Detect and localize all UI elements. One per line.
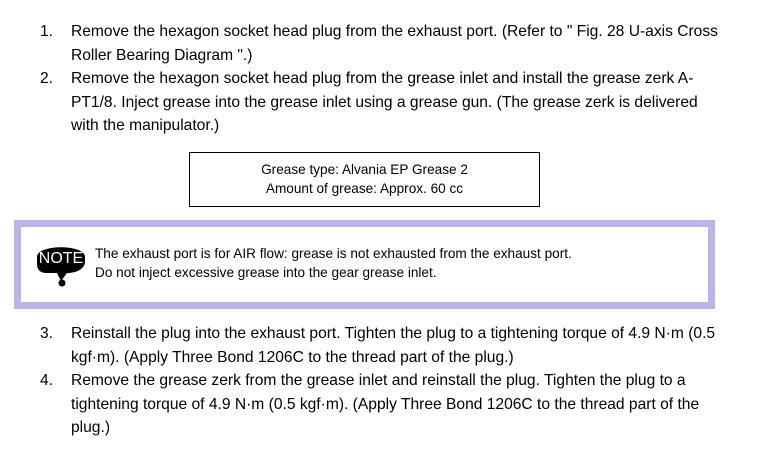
step-number: 3.: [40, 325, 54, 342]
note-callout: [14, 220, 715, 309]
note-badge-label: NOTE: [38, 250, 84, 267]
procedure-step-3: [0, 322, 761, 369]
step-text: Remove the hexagon socket head plug from the grease inlet and install the grease zerk A-PT1/8. Inject grease into the grease inlet using a grease gun. (The grease zerk is delivered with the manipulator.): [71, 70, 698, 134]
grease-type-line: Grease type: Alvania EP Grease 2: [261, 162, 468, 177]
procedure-steps-second: [0, 322, 761, 440]
grease-spec-box: [189, 152, 540, 207]
step-number: 1.: [40, 23, 54, 40]
grease-amount-line: Amount of grease: Approx. 60 cc: [265, 181, 464, 196]
procedure-steps-first: [0, 20, 761, 138]
step-number: 2.: [40, 70, 54, 87]
procedure-step-2: [0, 67, 761, 138]
step-number: 4.: [40, 372, 54, 389]
procedure-step-4: [0, 369, 761, 440]
step-text: Reinstall the plug into the exhaust port. Tighten the plug to a tightening torque of 4.9 N·m (0.5 kgf·m). (Apply Three Bond 1206C to the thread part of the plug.): [71, 325, 716, 366]
step-text: Remove the hexagon socket head plug from the exhaust port. (Refer to " Fig. 28 U-axis Cross Roller Bearing Diagram ".): [71, 23, 718, 64]
procedure-step-1: [0, 20, 761, 67]
note-text: [95, 244, 572, 282]
note-badge-icon: [29, 239, 93, 287]
note-line: The exhaust port is for AIR flow: grease is not exhausted from the exhaust port.: [95, 246, 572, 261]
step-text: Remove the grease zerk from the grease inlet and reinstall the plug. Tighten the plug to a tightening torque of 4.9 N·m (0.5 kgf·m). (Apply Three Bond 1206C to the thread part of the plug.): [71, 372, 700, 436]
note-line: Do not inject excessive grease into the gear grease inlet.: [95, 265, 437, 280]
